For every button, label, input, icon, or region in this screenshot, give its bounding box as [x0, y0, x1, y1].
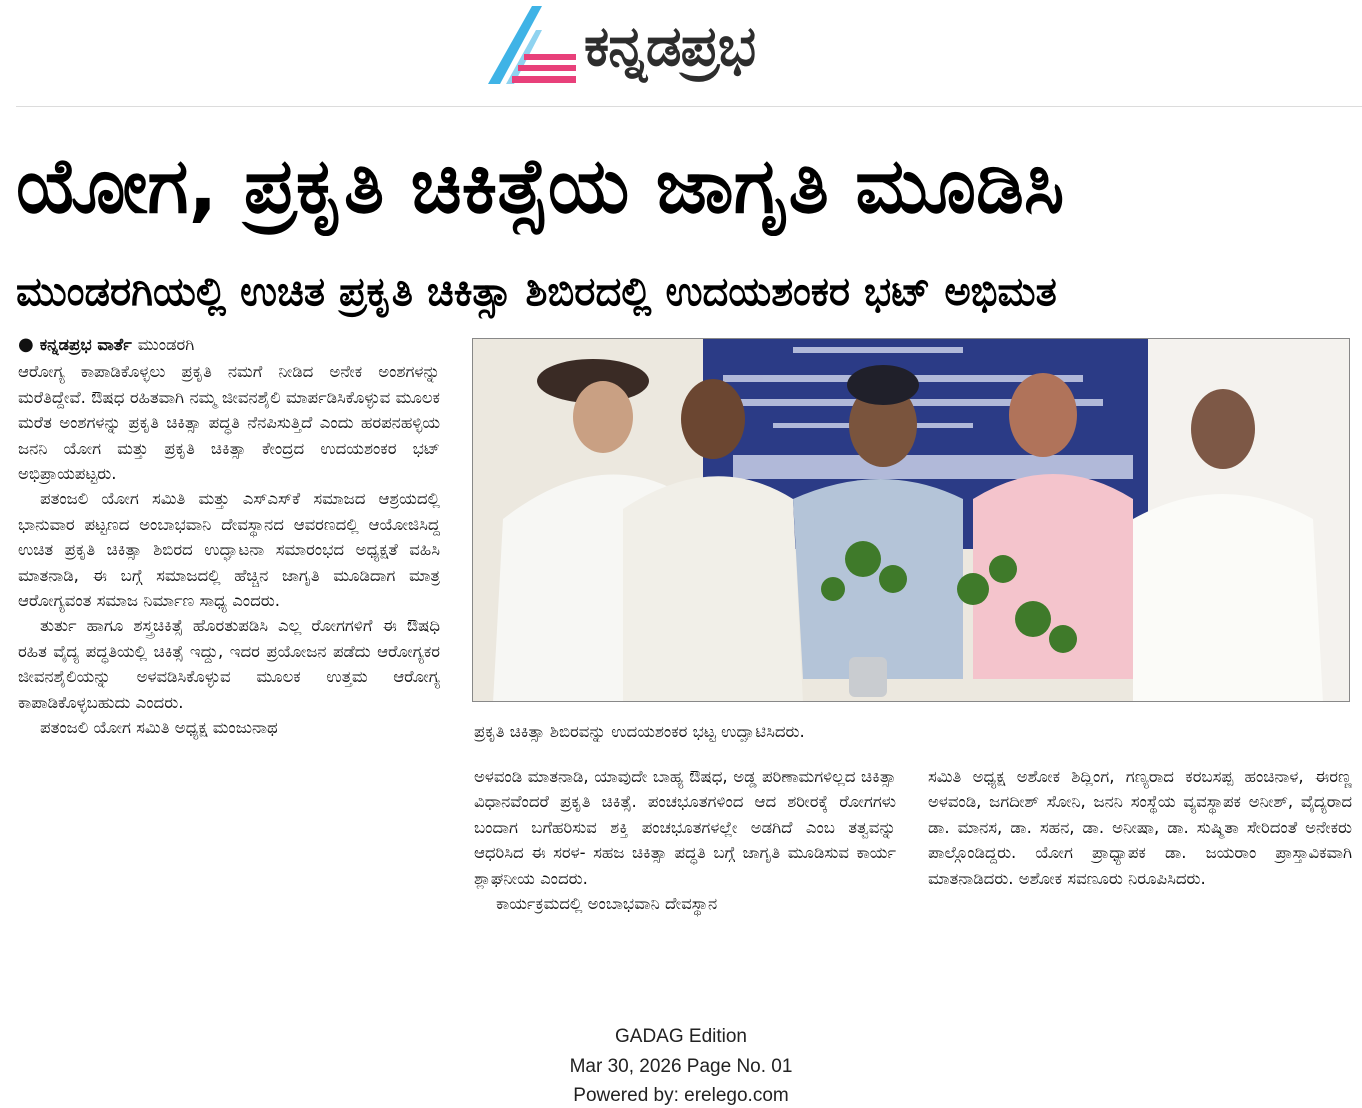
- article-paragraph: ಅಳವಂಡಿ ಮಾತನಾಡಿ, ಯಾವುದೇ ಬಾಹ್ಯ ಔಷಧ, ಅಡ್ಡ ಪರಿಣಾಮಗಳಿಲ್ಲದ ಚಿಕಿತ್ಸಾ ವಿಧಾನವೆಂದರೆ ಪ್ರಕೃತಿ ಚಿಕಿತ್ಸೆ. ಪಂಚಭೂತಗಳಿಂದ ಆದ ಶರೀರಕ್ಕೆ ರೋಗಗಳು ಬಂದಾಗ ಬಗೆಹರಿಸುವ ಶಕ್ತಿ ಪಂಚಭೂತಗಳಲ್ಲೇ ಅಡಗಿದೆ ಎಂಬ ತತ್ವವನ್ನು ಆಧರಿಸಿದ ಈ ಸರಳ- ಸಹಜ ಚಿಕಿತ್ಸಾ ಪದ್ಧತಿ ಬಗ್ಗೆ ಜಾಗೃತಿ ಮೂಡಿಸುವ ಕಾರ್ಯ ಶ್ಲಾಘನೀಯ ಎಂದರು.: [474, 767, 896, 888]
- article-headline: ಯೋಗ, ಪ್ರಕೃತಿ ಚಿಕಿತ್ಸೆಯ ಜಾಗೃತಿ ಮೂಡಿಸಿ: [16, 141, 1065, 230]
- logo-wordmark: ಕನ್ನಡಪ್ರಭ: [584, 14, 756, 79]
- edition-label: GADAG Edition: [615, 1026, 747, 1047]
- bullet-icon: ●: [18, 334, 34, 355]
- event-photo-illustration: [473, 339, 1350, 702]
- byline-source: ಕನ್ನಡಪ್ರಭ ವಾರ್ತೆ: [39, 335, 132, 354]
- article-paragraph: ತುರ್ತು ಹಾಗೂ ಶಸ್ತ್ರಚಿಕಿತ್ಸೆ ಹೊರತುಪಡಿಸಿ ಎಲ್ಲ ರೋಗಗಳಿಗೆ ಈ ಔಷಧಿ ರಹಿತ ವೈದ್ಯ ಪದ್ಧತಿಯಲ್ಲಿ ಚಿಕಿತ್ಸೆ ಇದ್ದು, ಇದರ ಪ್ರಯೋಜನ ಪಡೆದು ಆರೋಗ್ಯಕರ ಜೀವನಶೈಲಿಯನ್ನು ಅಳವಡಿಸಿಕೊಳ್ಳುವ ಮೂಲಕ ಉತ್ತಮ ಆರೋಗ್ಯ ಕಾಪಾಡಿಕೊಳ್ಳಬಹುದು ಎಂದರು.: [18, 616, 440, 712]
- date-page-label: Mar 30, 2026 Page No. 01: [569, 1055, 793, 1077]
- article-paragraph: ಕಾರ್ಯಕ್ರಮದಲ್ಲಿ ಅಂಬಾಭವಾನಿ ದೇವಸ್ಥಾನ: [496, 894, 718, 914]
- article-subheadline: ಮುಂಡರಗಿಯಲ್ಲಿ ಉಚಿತ ಪ್ರಕೃತಿ ಚಿಕಿತ್ಸಾ ಶಿಬಿರದಲ್ಲಿ ಉದಯಶಂಕರ ಭಟ್ ಅಭಿಮತ: [16, 269, 1057, 315]
- article-paragraph: ಪತಂಜಲಿ ಯೋಗ ಸಮಿತಿ ಅಧ್ಯಕ್ಷ ಮಂಜುನಾಥ: [40, 718, 278, 738]
- article-column-2: [474, 764, 896, 1014]
- article-paragraph: ಆರೋಗ್ಯ ಕಾಪಾಡಿಕೊಳ್ಳಲು ಪ್ರಕೃತಿ ನಮಗೆ ನೀಡಿದ ಅನೇಕ ಅಂಶಗಳನ್ನು ಮರೆತಿದ್ದೇವೆ. ಔಷಧ ರಹಿತವಾಗಿ ನಮ್ಮ ಜೀವನಶೈಲಿ ಮಾರ್ಪಡಿಸಿಕೊಳ್ಳುವ ಮೂಲಕ ಮರೆತ ಅಂಶಗಳನ್ನು ಪ್ರಕೃತಿ ಚಿಕಿತ್ಸಾ ಪದ್ಧತಿ ನೆನಪಿಸುತ್ತಿದೆ ಎಂದು ಹರಪನಹಳ್ಳಿಯ ಜನನಿ ಯೋಗ ಮತ್ತು ಪ್ರಕೃತಿ ಚಿಕಿತ್ಸಾ ಕೇಂದ್ರದ ಉದಯಶಂಕರ ಭಟ್ ಅಭಿಪ್ರಾಯಪಟ್ಟರು.: [18, 362, 440, 484]
- article-photo: [472, 338, 1350, 702]
- photo-caption: ಪ್ರಕೃತಿ ಚಿಕಿತ್ಸಾ ಶಿಬಿರವನ್ನು ಉದಯಶಂಕರ ಭಟ್ಟ ಉದ್ಘಾಟಿಸಿದರು.: [474, 722, 805, 741]
- byline-place: ಮುಂಡರಗಿ: [137, 335, 195, 354]
- article-column-1: [18, 332, 440, 1018]
- masthead: [0, 0, 1362, 108]
- article-paragraph: ಸಮಿತಿ ಅಧ್ಯಕ್ಷ ಅಶೋಕ ಶಿದ್ಲಿಂಗ, ಗಣ್ಯರಾದ ಕರಬಸಪ್ಪ ಹಂಚಿನಾಳ, ಈರಣ್ಣ ಅಳವಂಡಿ, ಜಗದೀಶ್ ಸೋನಿ, ಜನನಿ ಸಂಸ್ಥೆಯ ವ್ಯವಸ್ಥಾಪಕ ಅನೀಶ್, ವೈದ್ಯರಾದ ಡಾ. ಮಾನಸ, ಡಾ. ಸಹನ, ಡಾ. ಅನೀಷಾ, ಡಾ. ಸುಷ್ಮಿತಾ ಸೇರಿದಂತೆ ಅನೇಕರು ಪಾಲ್ಗೊಂಡಿದ್ದರು. ಯೋಗ ಪ್ರಾಧ್ಯಾಪಕ ಡಾ. ಜಯರಾಂ ಪ್ರಾಸ್ತಾವಿಕವಾಗಿ ಮಾತನಾಡಿದರು. ಅಶೋಕ ಸವಣೂರು ನಿರೂಪಿಸಿದರು.: [928, 767, 1352, 888]
- article-paragraph: ಪತಂಜಲಿ ಯೋಗ ಸಮಿತಿ ಮತ್ತು ಎಸ್‌ಎಸ್‌ಕೆ ಸಮಾಜದ ಆಶ್ರಯದಲ್ಲಿ ಭಾನುವಾರ ಪಟ್ಟಣದ ಅಂಬಾಭವಾನಿ ದೇವಸ್ಥಾನದ ಆವರಣದಲ್ಲಿ ಆಯೋಜಿಸಿದ್ದ ಉಚಿತ ಪ್ರಕೃತಿ ಚಿಕಿತ್ಸಾ ಶಿಬಿರದ ಉದ್ಘಾಟನಾ ಸಮಾರಂಭದ ಅಧ್ಯಕ್ಷತೆ ವಹಿಸಿ ಮಾತನಾಡಿ, ಈ ಬಗ್ಗೆ ಸಮಾಜದಲ್ಲಿ ಹೆಚ್ಚಿನ ಜಾಗೃತಿ ಮೂಡಿದಾಗ ಮಾತ್ರ ಆರೋಗ್ಯವಂತ ಸಮಾಜ ನಿರ್ಮಾಣ ಸಾಧ್ಯ ಎಂದರು.: [18, 489, 440, 611]
- byline: [18, 332, 440, 357]
- kannadaprabha-logo[interactable]: [486, 4, 886, 94]
- masthead-divider: [16, 106, 1362, 107]
- article-column-3: [928, 764, 1352, 1014]
- powered-by-link[interactable]: Powered by: erelego.com: [573, 1085, 789, 1106]
- page-footer: [0, 1022, 1362, 1108]
- logo-triangle-icon: [486, 4, 582, 88]
